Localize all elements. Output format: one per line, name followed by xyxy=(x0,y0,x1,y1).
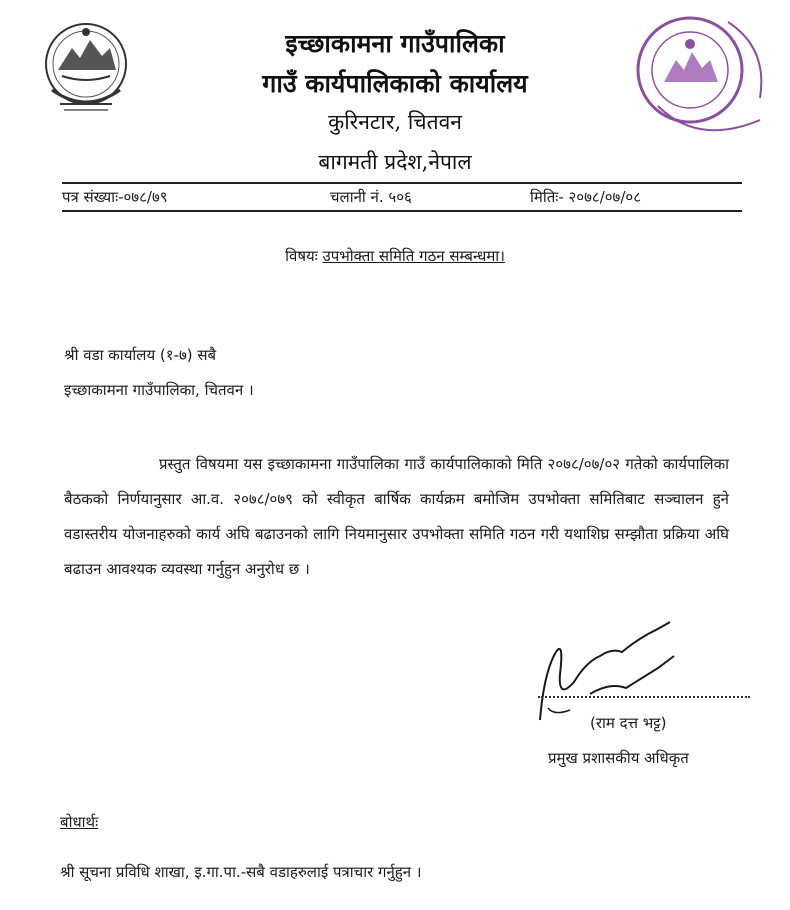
subject-line xyxy=(0,246,790,266)
office-subtitle: गाउँ कार्यपालिकाको कार्यालय xyxy=(262,69,528,98)
dispatch-number: चलानी नं. ५०६ xyxy=(330,188,412,206)
body-paragraph: प्रस्तुत विषयमा यस इच्छाकामना गाउँपालिका गाउँ कार्यपालिकाको मिति २०७८/०७/०२ गतेको कार्यपालिका बैठकको निर्णयानुसार आ.व. २०७८/०७९ को स्वीकृत बार्षिक कार्यक्रम बमोजिम उपभोक्ता समितिबाट सञ्चालन हुने वडास्तरीय योजनाहरुको कार्य अघि बढाउनको लागि नियमानुसार उपभोक्ता समिति गठन गरी यथाशिघ्र सम्झौता प्रक्रिया अघि बढाउन आवश्यक व्यवस्था गर्नुहुन अनुरोध छ । xyxy=(64,455,729,578)
letter-date: मितिः- २०७८/०७/०८ xyxy=(530,188,642,206)
cc-line-1: श्री सूचना प्रविधि शाखा, इ.गा.पा.-सबै वडाहरुलाई पत्राचार गर्नुहुन । xyxy=(60,863,422,881)
addressee-line-2: इच्छाकामना गाउँपालिका, चितवन । xyxy=(64,381,254,399)
subject-value: उपभोक्ता समिति गठन सम्बन्धमा। xyxy=(322,247,505,265)
signatory-title: प्रमुख प्रशासकीय अधिकृत xyxy=(548,749,689,767)
signatory-name: (राम दत्त भट्ट) xyxy=(590,714,667,732)
cc-label: बोधार्थः xyxy=(60,813,99,831)
subject-label: विषयः xyxy=(285,247,318,265)
signature-line xyxy=(538,696,750,698)
addressee-line-1: श्री वडा कार्यालय (१-७) सबै xyxy=(64,346,217,364)
office-province: बागमती प्रदेश,नेपाल xyxy=(318,150,472,174)
reference-bar xyxy=(62,182,742,212)
signature-mark xyxy=(530,612,680,727)
letter-number: पत्र संख्याः-०७८/७९ xyxy=(62,188,168,206)
office-name: इच्छाकामना गाउँपालिका xyxy=(285,29,505,58)
office-address: कुरिनटार, चितवन xyxy=(328,110,462,134)
